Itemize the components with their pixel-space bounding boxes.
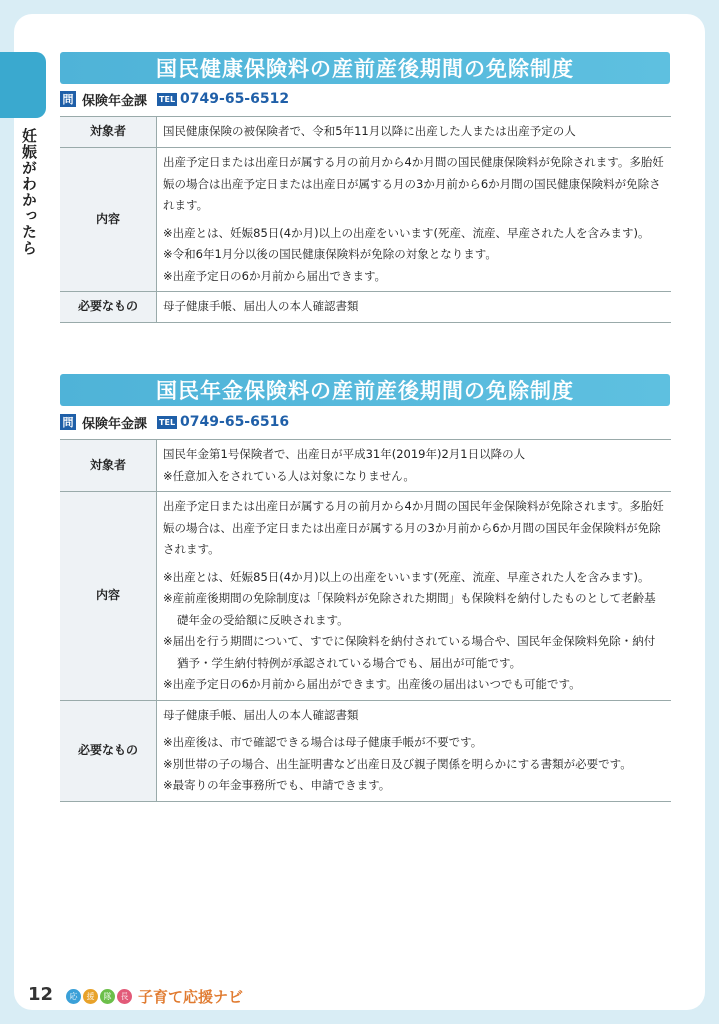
content-note: ※産前産後期間の免除制度は「保険料が免除された期間」も保険料を納付したものとして老齢基礎年金の受給額に反映されます。 [163, 591, 656, 627]
needs-note: ※最寄りの年金事務所でも、申請できます。 [163, 778, 391, 792]
target-note: ※任意加入をされている人は対象になりません。 [163, 468, 415, 483]
row-head-content: 内容 [60, 492, 157, 701]
table-row [60, 117, 671, 148]
row-body-content [157, 492, 672, 701]
needs-note: ※出産後は、市で確認できる場合は母子健康手帳が不要です。 [163, 735, 483, 749]
logo-badge-icon: 長 [117, 989, 132, 1004]
tel-icon: TEL [159, 417, 176, 427]
logo-badge-icon: 隊 [100, 989, 115, 1004]
row-head-target: 対象者 [60, 117, 157, 148]
chapter-label: 妊娠がわかったら [20, 128, 38, 256]
content-paragraph: 出産予定日または出産日が属する月の前月から4か月間の国民年金保険料が免除されます。多胎妊娠の場合は、出産予定日または出産日が属する月の3か月前から6か月間の国民年金保険料が免除されます。 [163, 499, 664, 556]
section1-table [60, 116, 671, 323]
section2-title: 国民年金保険料の産前産後期間の免除制度 [60, 374, 670, 406]
content-note: ※出産予定日の6か月前から届出できます。 [163, 268, 387, 283]
content-note: ※届出を行う期間について、すでに保険料を納付されている場合や、国民年金保険料免除・納付猶予・学生納付特例が承認されている場合でも、届出が可能です。 [163, 634, 656, 670]
logo-badge-icon: 応 [66, 989, 81, 1004]
row-body-needs [157, 700, 672, 801]
section1-title: 国民健康保険料の産前産後期間の免除制度 [60, 52, 670, 84]
row-body-content [157, 148, 672, 292]
section1-department: 保険年金課 [82, 93, 148, 109]
section1-contact [60, 88, 289, 110]
page-number: 12 [28, 984, 54, 1005]
row-body-target [157, 440, 672, 492]
brand-name: 子育て応援ナビ [138, 988, 244, 1006]
inquiry-icon: 問 [60, 414, 76, 430]
content-note: ※出産とは、妊娠85日(4か月)以上の出産をいいます(死産、流産、早産された人を含みます)。 [163, 569, 650, 584]
section1-tel[interactable]: 0749-65-6512 [180, 91, 290, 107]
row-body-needs: 母子健康手帳、届出人の本人確認書類 [157, 292, 672, 323]
needs-paragraph: 母子健康手帳、届出人の本人確認書類 [163, 707, 359, 722]
content-note: ※出産予定日の6か月前から届出ができます。出産後の届出はいつでも可能です。 [163, 677, 581, 691]
row-head-target: 対象者 [60, 440, 157, 492]
table-row [60, 148, 671, 292]
content-note: ※出産とは、妊娠85日(4か月)以上の出産をいいます(死産、流産、早産された人を含みます)。 [163, 225, 650, 240]
row-head-needs: 必要なもの [60, 292, 157, 323]
brand-logo [66, 986, 243, 1007]
section2-department: 保険年金課 [82, 416, 148, 432]
table-row [60, 440, 671, 492]
row-body-target: 国民健康保険の被保険者で、令和5年11月以降に出産した人または出産予定の人 [157, 117, 672, 148]
row-head-content: 内容 [60, 148, 157, 292]
inquiry-icon: 問 [60, 91, 76, 107]
section2-table [60, 439, 671, 802]
table-row [60, 492, 671, 701]
table-row [60, 700, 671, 801]
section2-tel[interactable]: 0749-65-6516 [180, 414, 290, 430]
target-paragraph: 国民年金第1号保険者で、出産日が平成31年(2019年)2月1日以降の人 [163, 447, 526, 461]
needs-note: ※別世帯の子の場合、出生証明書など出産日及び親子関係を明らかにする書類が必要です。 [163, 756, 632, 771]
row-head-needs: 必要なもの [60, 700, 157, 801]
logo-badge-icon: 援 [83, 989, 98, 1004]
content-note: ※令和6年1月分以後の国民健康保険料が免除の対象となります。 [163, 247, 497, 261]
chapter-tab [0, 52, 46, 118]
table-row [60, 292, 671, 323]
section2-contact [60, 411, 289, 433]
content-paragraph: 出産予定日または出産日が属する月の前月から4か月間の国民健康保険料が免除されます。多胎妊娠の場合は出産予定日または出産日が属する月の3か月前から6か月間の国民健康保険料が免除されます。 [163, 155, 664, 212]
tel-icon: TEL [159, 94, 176, 104]
